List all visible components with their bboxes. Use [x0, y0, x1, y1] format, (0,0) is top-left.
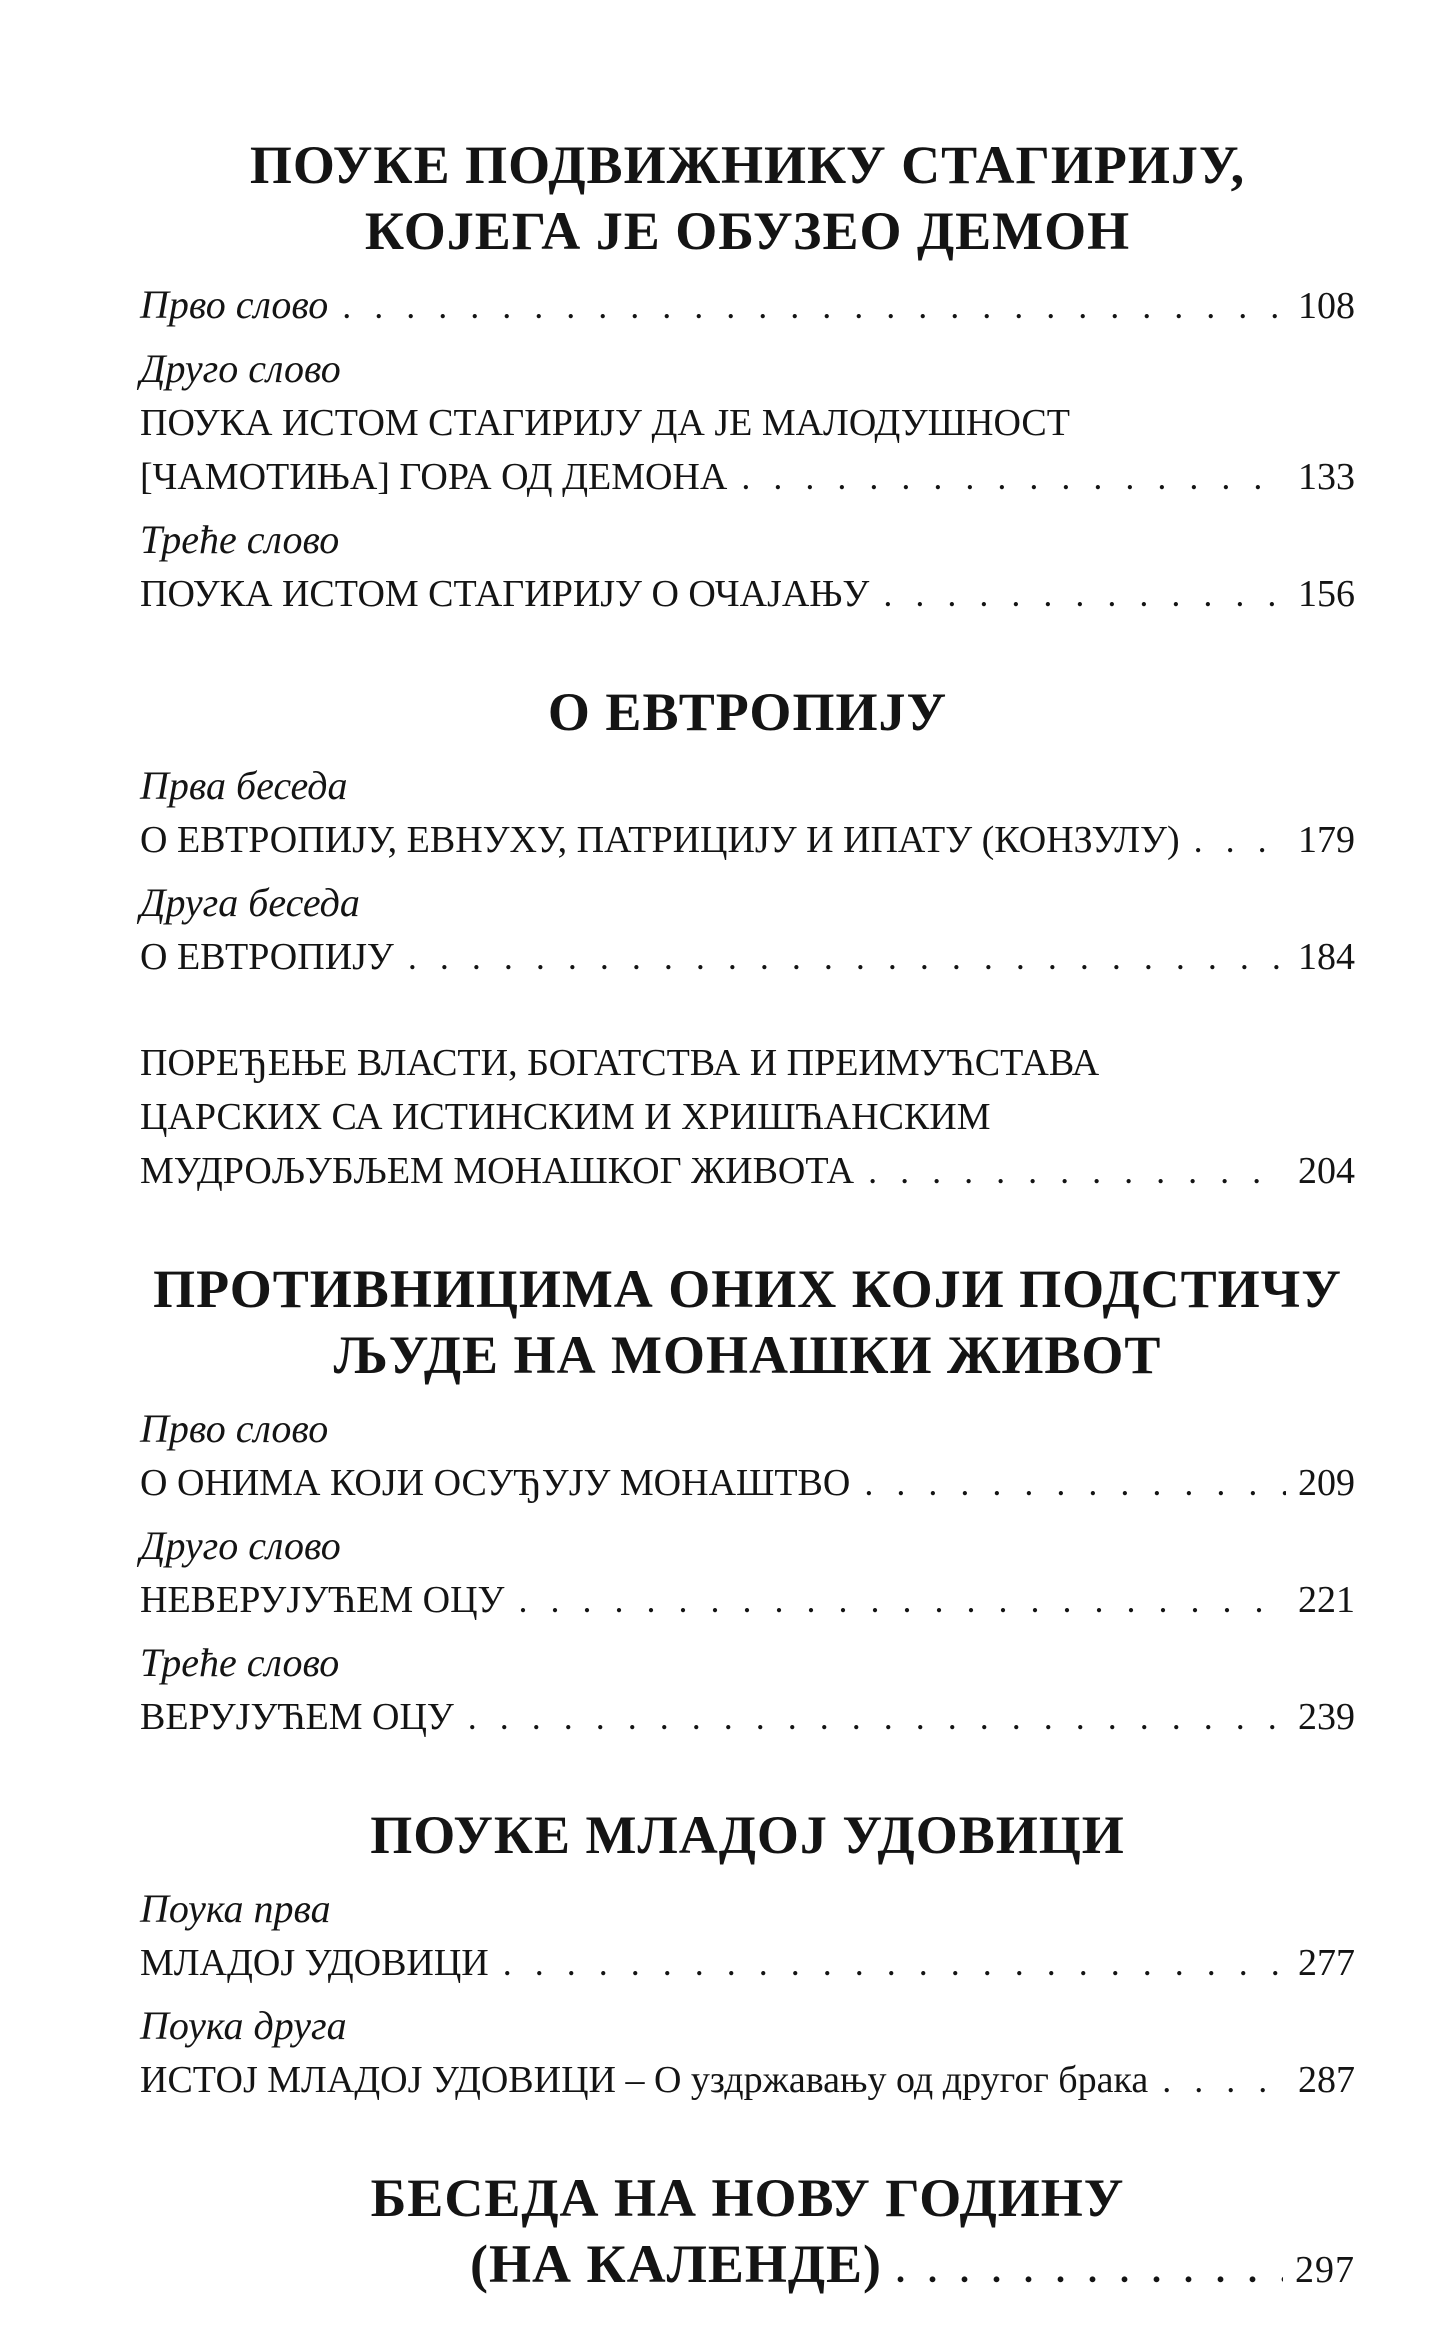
entry-title: НЕВЕРУЈУЋЕМ ОЦУ	[140, 1579, 505, 1621]
toc-entry	[140, 1690, 1355, 1744]
dot-leader	[868, 1144, 1286, 1198]
dot-leader	[741, 450, 1286, 504]
entry-title: ВЕРУЈУЋЕМ ОЦУ	[140, 1696, 454, 1738]
section-heading-leader-row	[140, 2231, 1355, 2303]
page-number: 209	[1298, 1462, 1355, 1504]
page-number: 287	[1298, 2059, 1355, 2101]
toc-entry	[140, 813, 1355, 867]
toc-entry	[140, 930, 1355, 984]
section-heading	[140, 1802, 1355, 1868]
toc-entries	[140, 278, 1355, 621]
toc-section	[140, 1256, 1355, 1744]
page-number: 133	[1298, 456, 1355, 498]
dot-leader	[503, 1936, 1286, 1990]
toc-entry	[140, 1519, 1355, 1573]
toc-section	[140, 679, 1355, 1198]
dot-leader	[1194, 813, 1286, 867]
entry-label: Треће слово	[140, 1640, 340, 1685]
page-number: 297	[1295, 2249, 1355, 2291]
toc-entry	[140, 876, 1355, 930]
toc-entries	[140, 759, 1355, 1198]
section-heading	[140, 132, 1355, 264]
entry-title: О ЕВТРОПИЈУ, ЕВНУХУ, ПАТРИЦИЈУ И ИПАТУ (КОНЗУЛУ)	[140, 819, 1180, 861]
entry-title: ПОУКА ИСТОМ СТАГИРИЈУ О ОЧАЈАЊУ	[140, 573, 870, 615]
section-heading	[140, 679, 1355, 745]
dot-leader	[1162, 2053, 1286, 2107]
dot-leader	[896, 2237, 1283, 2303]
toc-entry	[140, 1999, 1355, 2053]
toc-section	[140, 2165, 1355, 2303]
section-heading-line: О ЕВТРОПИЈУ	[547, 682, 948, 742]
section-heading-line: ПОУКЕ ПОДВИЖНИКУ СТАГИРИЈУ,	[249, 135, 1246, 195]
entry-label: Треће слово	[140, 517, 340, 562]
entry-title: ЦАРСКИХ СА ИСТИНСКИМ И ХРИШЋАНСКИМ	[140, 1096, 991, 1138]
section-heading-line: ЉУДЕ НА МОНАШКИ ЖИВОТ	[333, 1325, 1162, 1385]
entry-title: [ЧАМОТИЊА] ГОРА ОД ДЕМОНА	[140, 456, 728, 498]
page-number: 277	[1298, 1942, 1355, 1984]
section-heading-line: КОЈЕГА ЈЕ ОБУЗЕО ДЕМОН	[364, 201, 1131, 261]
section-heading	[140, 2165, 1355, 2231]
toc-entry	[140, 1144, 1355, 1198]
dot-leader	[408, 930, 1286, 984]
toc-entry	[140, 396, 1355, 450]
entry-label: Прво слово	[140, 1406, 329, 1451]
page-number: 204	[1298, 1150, 1355, 1192]
toc-entry	[140, 278, 1355, 333]
entry-title: ИСТОЈ МЛАДОЈ УДОВИЦИ – О уздржавању од другог брака	[140, 2059, 1149, 2101]
page-number: 239	[1298, 1696, 1355, 1738]
entry-label: Друго слово	[140, 346, 341, 391]
dot-leader	[883, 567, 1286, 621]
dot-leader	[518, 1573, 1286, 1627]
entry-title: МЛАДОЈ УДОВИЦИ	[140, 1942, 489, 1984]
toc-entry	[140, 1036, 1355, 1090]
toc-entry	[140, 513, 1355, 567]
toc-entry	[140, 567, 1355, 621]
toc-entry	[140, 342, 1355, 396]
entry-title: О ОНИМА КОЈИ ОСУЂУЈУ МОНАШТВО	[140, 1462, 851, 1504]
page-number: 184	[1298, 936, 1355, 978]
dot-leader	[864, 1456, 1286, 1510]
toc-entry	[140, 2053, 1355, 2107]
toc-entry	[140, 1402, 1355, 1456]
entry-title: МУДРОЉУБЉЕМ МОНАШКОГ ЖИВОТА	[140, 1150, 855, 1192]
entry-title: ПОУКА ИСТОМ СТАГИРИЈУ ДА ЈЕ МАЛОДУШНОСТ	[140, 402, 1070, 444]
entry-label: Друго слово	[140, 1523, 341, 1568]
toc-entry	[140, 1573, 1355, 1627]
toc-entry	[140, 450, 1355, 504]
entry-title: ПОРЕЂЕЊЕ ВЛАСТИ, БОГАТСТВА И ПРЕИМУЋСТАВА	[140, 1042, 1100, 1084]
toc-entry	[140, 1882, 1355, 1936]
toc-section	[140, 132, 1355, 621]
toc-entries	[140, 1402, 1355, 1744]
page-number: 156	[1298, 573, 1355, 615]
toc-entry	[140, 1456, 1355, 1510]
page-number: 108	[1298, 285, 1355, 327]
dot-leader	[342, 279, 1286, 333]
toc-entry	[140, 1090, 1355, 1144]
entry-label: Поука прва	[140, 1886, 331, 1931]
section-heading-line: ПОУКЕ МЛАДОЈ УДОВИЦИ	[370, 1805, 1125, 1865]
entry-label: Поука друга	[140, 2003, 347, 2048]
entry-label: Друга беседа	[140, 880, 360, 925]
toc-entry	[140, 759, 1355, 813]
section-heading-line: ПРОТИВНИЦИМА ОНИХ КОЈИ ПОДСТИЧУ	[153, 1259, 1342, 1319]
page-number: 221	[1298, 1579, 1355, 1621]
toc-entry	[140, 1636, 1355, 1690]
entry-title: О ЕВТРОПИЈУ	[140, 936, 394, 978]
dot-leader	[468, 1690, 1286, 1744]
entry-label: Прва беседа	[140, 763, 348, 808]
section-heading-line: (НА КАЛЕНДЕ)	[470, 2234, 883, 2294]
entry-label: Прво слово	[140, 282, 329, 327]
section-heading	[140, 1256, 1355, 1388]
toc-entry	[140, 1936, 1355, 1990]
toc-entries	[140, 1882, 1355, 2107]
toc-section	[140, 1802, 1355, 2107]
section-heading-line: БЕСЕДА НА НОВУ ГОДИНУ	[370, 2168, 1125, 2228]
page-number: 179	[1298, 819, 1355, 861]
